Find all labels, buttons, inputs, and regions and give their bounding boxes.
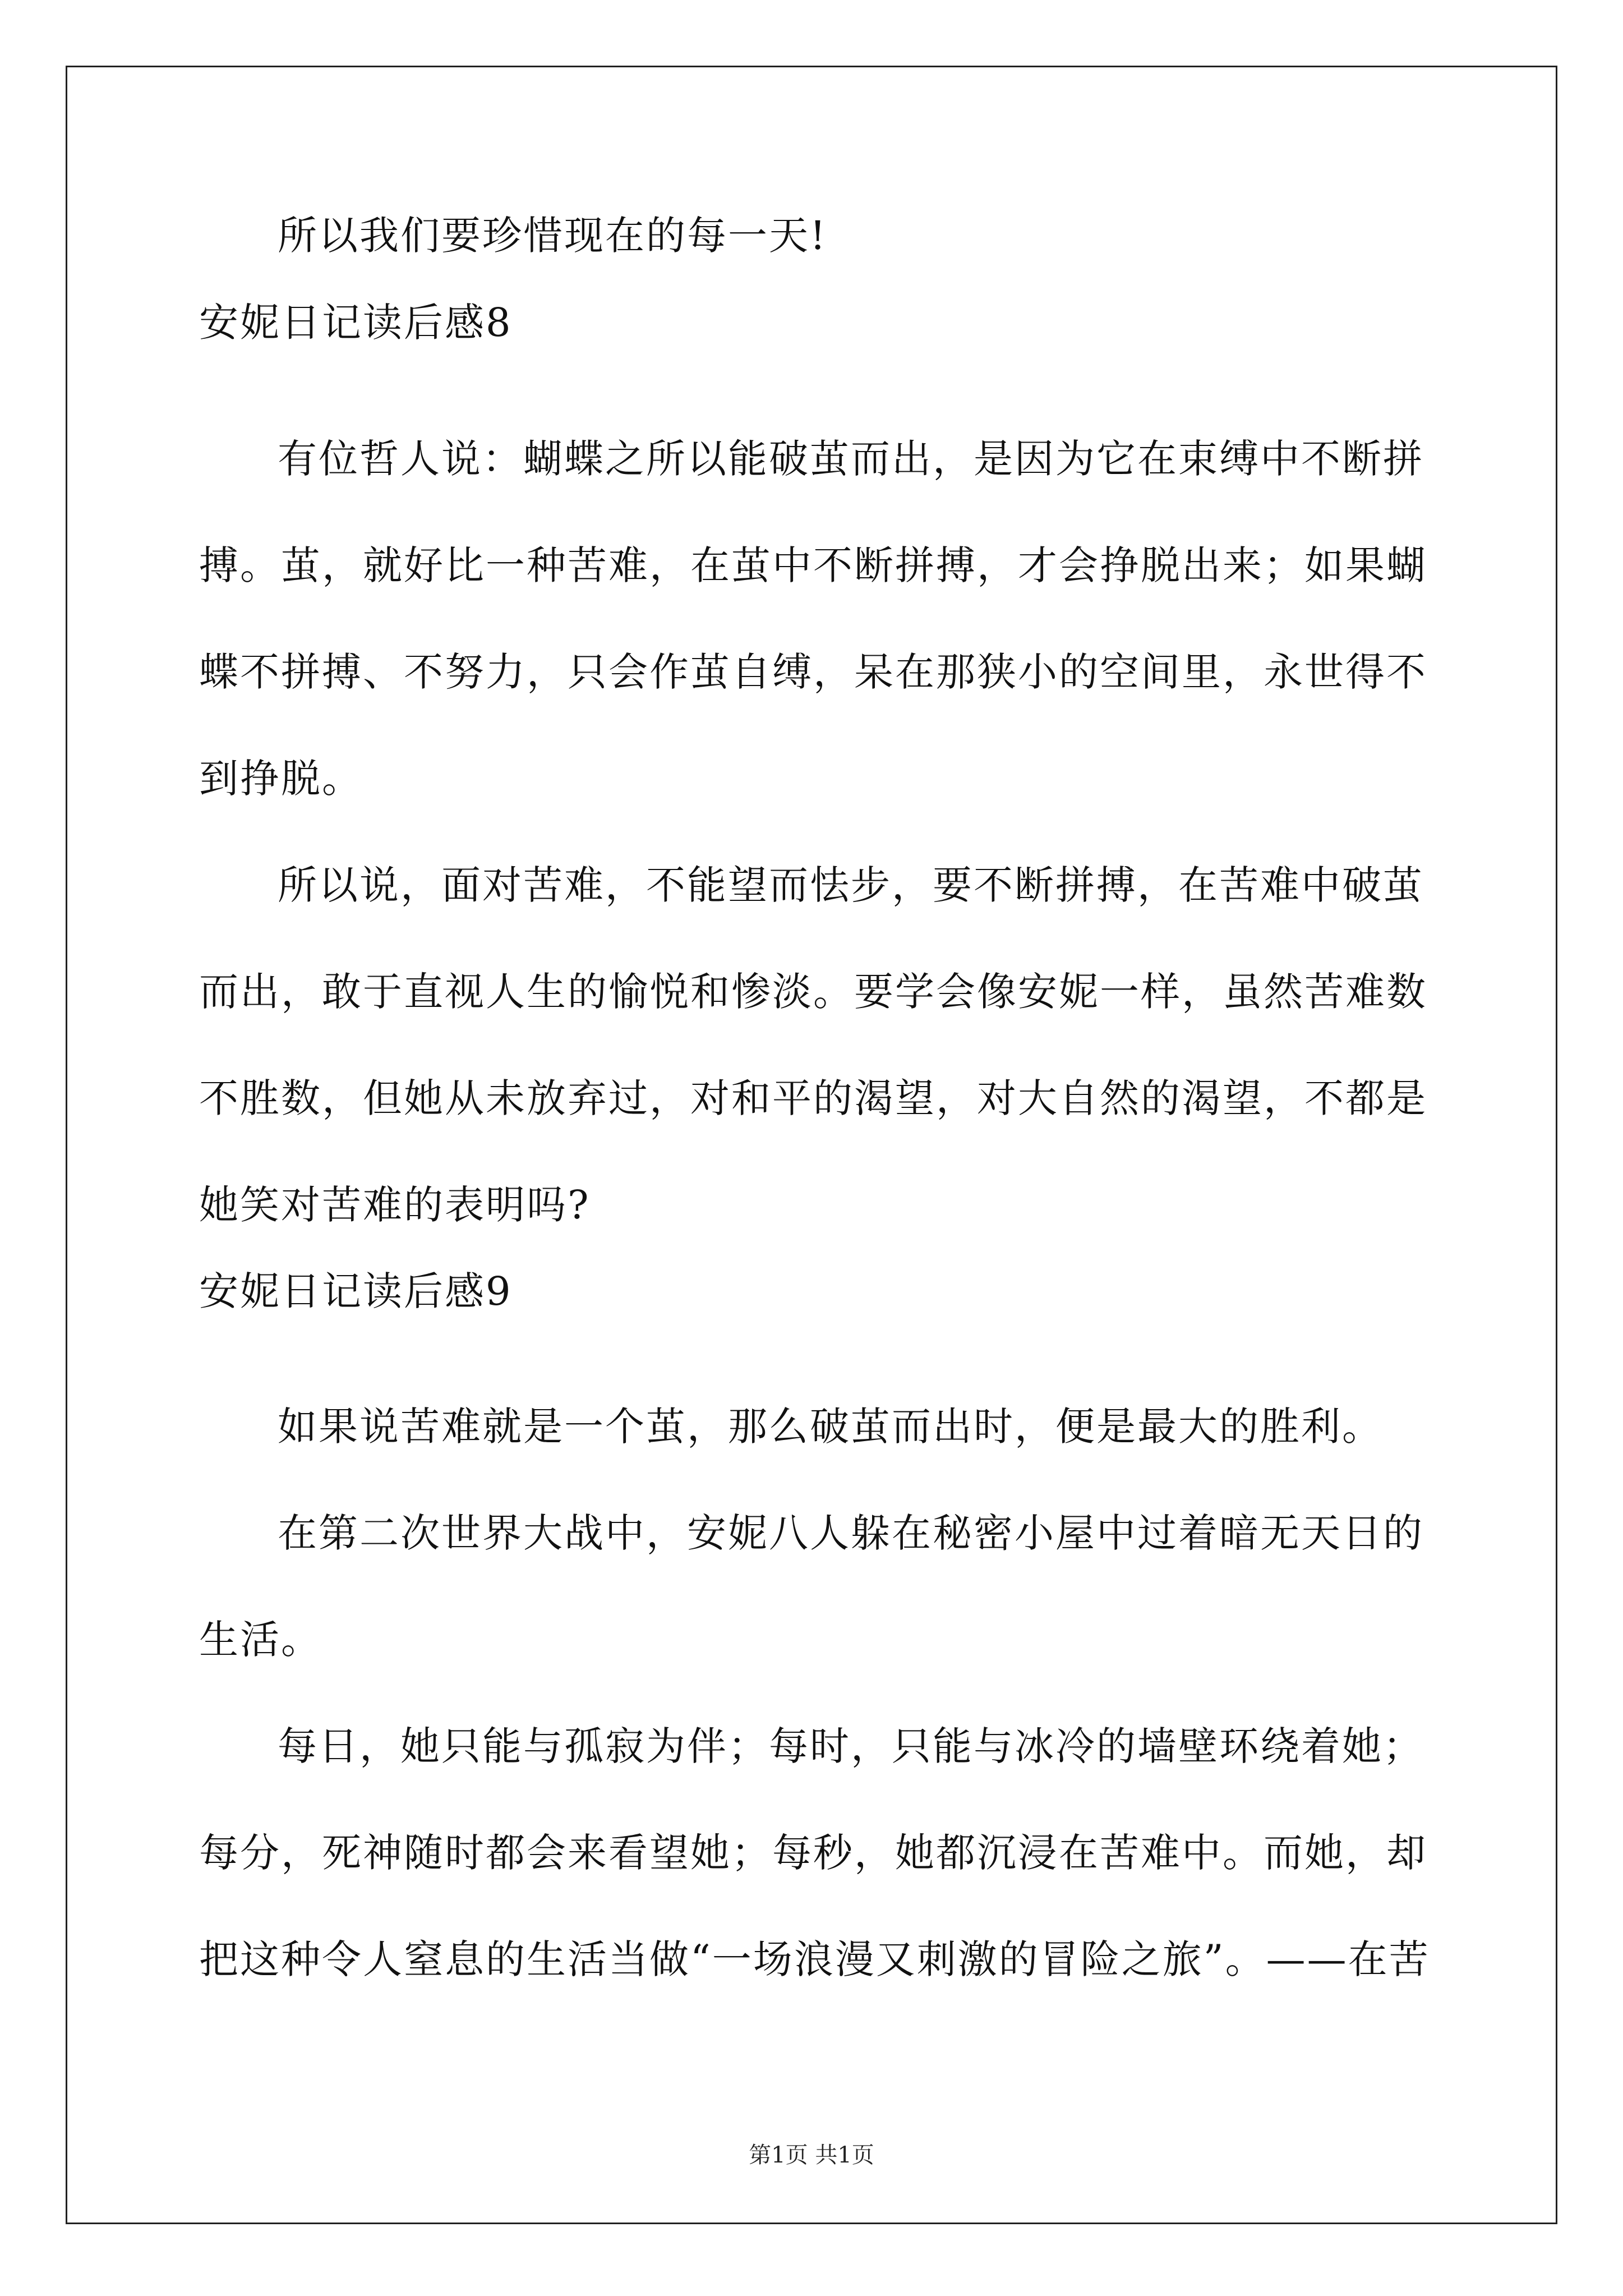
paragraph-line: 而出，敢于直视人生的愉悦和惨淡。要学会像安妮一样，虽然苦难数 bbox=[199, 969, 1427, 1015]
paragraph-line: 在第二次世界大战中，安妮八人躲在秘密小屋中过着暗无天日的 bbox=[278, 1510, 1424, 1556]
paragraph-line: 如果说苦难就是一个茧，那么破茧而出时，便是最大的胜利。 bbox=[278, 1404, 1383, 1450]
page-border bbox=[66, 66, 1557, 2224]
paragraph-line: 搏。茧，就好比一种苦难，在茧中不断拼搏，才会挣脱出来；如果蝴 bbox=[199, 542, 1427, 588]
paragraph-line: 把这种令人窒息的生活当做“一场浪漫又刺激的冒险之旅”。——在苦 bbox=[199, 1936, 1430, 1982]
paragraph-line: 所以我们要珍惜现在的每一天! bbox=[278, 213, 828, 259]
section-heading: 安妮日记读后感8 bbox=[199, 300, 513, 346]
paragraph-line: 不胜数，但她从未放弃过，对和平的渴望，对大自然的渴望，不都是 bbox=[199, 1075, 1427, 1121]
paragraph-line: 每日，她只能与孤寂为伴；每时，只能与冰冷的墙壁环绕着她； bbox=[278, 1723, 1424, 1769]
paragraph-line: 到挣脱。 bbox=[199, 756, 363, 802]
section-heading: 安妮日记读后感9 bbox=[199, 1268, 513, 1314]
paragraph-line: 她笑对苦难的表明吗? bbox=[199, 1182, 591, 1228]
paragraph-line: 生活。 bbox=[199, 1617, 322, 1663]
page-number-footer: 第1页 共1页 bbox=[749, 2142, 874, 2168]
paragraph-line: 蝶不拼搏、不努力，只会作茧自缚，呆在那狭小的空间里，永世得不 bbox=[199, 649, 1427, 695]
paragraph-line: 所以说，面对苦难，不能望而怯步，要不断拼搏，在苦难中破茧 bbox=[278, 862, 1424, 908]
paragraph-line: 有位哲人说：蝴蝶之所以能破茧而出，是因为它在束缚中不断拼 bbox=[278, 436, 1424, 482]
paragraph-line: 每分，死神随时都会来看望她；每秒，她都沉浸在苦难中。而她，却 bbox=[199, 1830, 1427, 1876]
